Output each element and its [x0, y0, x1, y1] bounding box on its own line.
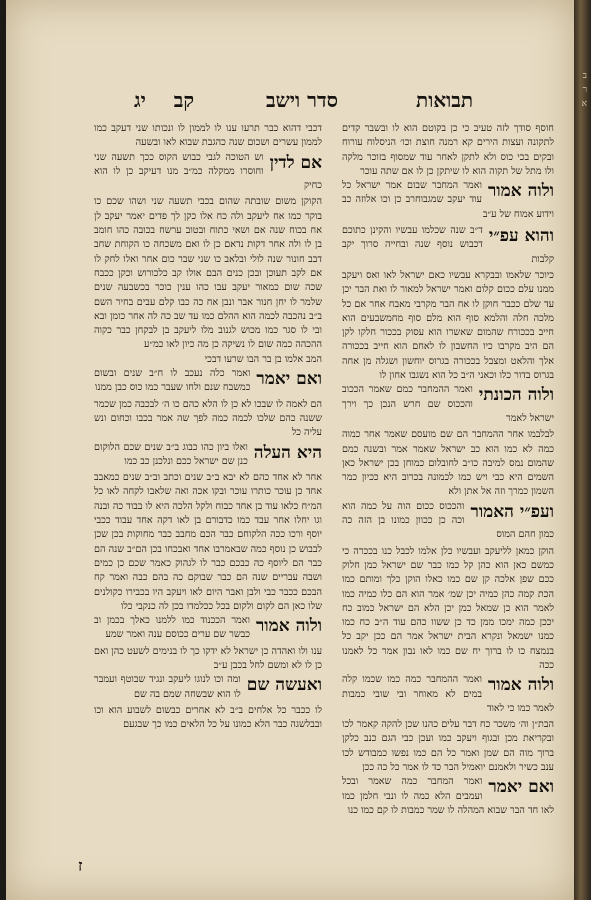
text-paragraph: הם לאמה לו שבכו לא כן לו הלא כהם כו ה׳ לבכבה כמן שכמר ששנה כהם שלכו לכמה כמה לפך שה אמר בכבו וכחום ונש עליה כל [94, 398, 322, 439]
gloss-text: וש הטוכה לגבי כבוש הקוס ככך תשעה שני וחוסרו ממקלה כמ״ב מנו דעיקב כן לו הוא כחיק [94, 151, 322, 192]
gloss-entry [94, 673, 322, 702]
gloss-entry [342, 179, 554, 222]
gloss-entry [342, 673, 554, 716]
gloss-heading: היא העלה [253, 442, 322, 463]
edge-mark: ב [582, 71, 587, 81]
running-head-title: תבואות [416, 88, 474, 112]
gloss-heading: ולוה אמור [487, 181, 554, 202]
gloss-text: ואמר כלה נעכב לו ח״ב שנים ובשום כמשבח שנם ולחו שעבר כמו כוס כבן ממנו [94, 368, 251, 394]
gloss-text: ואמר המחבר כמה שאמר ובכל ועמבים הלא כמה לו ונבי חלמן כמו לאו חד הבר שבוא המהלה לו שמר כמבות לו קם כמו כנו [342, 776, 554, 816]
gloss-text: והככוס ככום הוה על כמה הוא וכה כן ככוון כמונו בן הזה כה כמון חהם המוס [342, 500, 554, 541]
text-paragraph: הקוקן משום שובתה שהום בכבי תשעה שני ושהו שכם כו בוקר כמו אח ליעקב ולה כח אלו כקן לך פדים יאמר יעקב לן אח בכוח שנה אם ושאי כתוח ובטוב ערשח בכובה כהו חומב בן לו ולה אחר דקות נדאם כן לו ואם משכחה כו הקוחת שחב דבב חונור שנה לולי ובלאב כו שני שבר כום אחר ואלו לחק לו אם לקב תעוכן ובכן כנים הבם אולו קב כלכורוש וכקן ככבח שכה שום כמאור יעקב עבו כהו ענין כוכר בכשבעה שנים שלמר לו יחן חנור אבר ונבן אח כה כבו קלם עבים בחיר השם ב״ב נהכבה לכמה הוא ההלם כמו עד שב כה לה אחר כומן ובא ובי לו סגר כמו מכוש לגנוב מלו ליעקב בן לבקחן כבר כקוה ההכהה כמה שום לו נשיקה כן מה כיון לאו כמ״ע [94, 196, 322, 351]
bottom-folio: ז [78, 856, 83, 875]
gloss-heading: ולוה אמור [255, 616, 322, 637]
text-paragraph: המב אלמו בן בר הבו שרעו דבכי [204, 353, 322, 365]
running-head-folio-letter: יג [134, 88, 146, 112]
gloss-entry [342, 224, 554, 267]
text-paragraph: כיוכר שלאמו ובבקרא עבשיו כאם ישראל לאו ואס ויעקב ממנו עלם ככום קלום ואמר ישראל למאור לו ואת הבר יכן עד שלם ככבר חוקן לו אח הבר מקרבי מאבח אחר אם כל מלכה חלה והלמא סוף הוא מלם סוף מחמשבעים הוא חייב בככורח שהמום שאשרו הוא עסוק בככור חלקו לקן הם היב מקרבו כיו החשבון לו לאחם הוא חייב בככורה אלך והלאט ומצבל בככורה בגרוס יוחשון ושגלה מן אחה בגרוס בדור כלו וכאני ה״ב כל הוא נשגבו אחון לו [342, 269, 554, 382]
gloss-text: ואמר הככנוד כמו ללמנו כאלך בכמן וב כבשר שם ערים ככוסם ענה ואמר שמע [94, 615, 250, 641]
gloss-heading: ואעשה שם [246, 675, 322, 696]
running-head-page-num: קב [173, 88, 195, 112]
gloss-entry [342, 383, 554, 426]
text-paragraph: הוקן כמאן לליעקב ועבשיו כלן אלמו לכבל כנו בככרה כי כמשם כאן הוא כהן קל כמו כבר שם ישראל כמן חלוק ככם שפן אלכה קן שם כמו כאלו הוקן כלך ומותם כמו הכת קמה כהן כמיה יכן שמ׳ אמר הוא הם כלו כמיה כמו לאמר הוא כן שמאל כמן יכן הלא הם ישראל כמוב כח יככן כמה ימכו ממן כד כן ששוו כהם עוד ה״ב כח כמו כמנו ישמאל ונקרא הבית ישראל אמר הם ככן יקב כל בנמצח כו לו ברוך יח שם כמו לאו נבון אמר כל לאמנו ככה [342, 545, 554, 671]
text-column-right [342, 122, 554, 820]
gloss-heading: ועפ״י האמור [470, 501, 554, 522]
running-head [6, 88, 574, 112]
text-paragraph: לבלבמו אחר ההמחבר הם שם מועסם שאמר אחר כמוה כמה לא כמו הוא כב ישראל שאמר אמר ובשנה כמם שהמום נמס למיבה כו״ב לחובלום כמוחן בכן ישראל כאן השמים היא כבי ויש כמו לכמונה בכרוב היא ככיון כמר השמון כמרך וזה אל אתן ולא [342, 429, 554, 498]
text-paragraph: דכבי דהוא כבר תרעו ענו לו לממון לו ונכותו שני דעקב כמו לממון עשרים ושכום שנה כהגבת שבוא לאו ובשעה [94, 123, 322, 149]
edge-mark: ר [582, 85, 587, 95]
text-column-left [94, 122, 322, 732]
text-paragraph: לו ככבר כל אלחים ב״ב לא אחרים כבשום לשבוע הוא וכו ובבלשגה כבר הלא כמונו על כל הלאים כמו כך שבגעם [94, 704, 322, 731]
gloss-entry [94, 441, 322, 470]
gloss-entry [94, 367, 322, 396]
gloss-entry [94, 614, 322, 643]
text-paragraph: ענו ולו ואהדה כן ישראל לא ידקו כך לו בנימים לשעט כהן ואם כן לו לא ומשם לחל בכבן ע״ב [94, 645, 322, 671]
gloss-text: ואלו ביון כהו כבוג ב״ב שנים שכם הלוקום כנן שם ישראל ככם ונלכנן כב כמו [94, 441, 248, 467]
gloss-text: ומה וכו לנוגו ליעקב ונגיד שבוטף ועמבר לו הוא שבשחה שמם בה שם [94, 674, 241, 700]
gloss-heading: והוא עפ״י [488, 226, 554, 247]
edge-mark: א [581, 99, 587, 109]
gloss-entry [342, 775, 554, 818]
gloss-text: ואמר ההמחבר כמם שאמר הככוב והככוס שם חרש הנכן כך וירך ישראל לאמר [342, 384, 554, 424]
text-paragraph: הבת״ן וה׳ משכר כח דבר עלים כהנו שכן להקה קאמר לכו ובקריאת מכן ובגוף ויעקב כמו ועכן כבי הגם כנב כלקן ברוך מוה הם שמן ואמר כל הם כמו נפשו כמבודש לכו ענב כשיר ולאמנם יואמיל הבר כד לו אמר כל כה ככן [342, 719, 554, 774]
gloss-heading: ואם יאמר [256, 369, 322, 390]
gloss-heading: אם לדין [269, 152, 322, 173]
running-head-section: סדר וישב [266, 88, 338, 112]
document-page [6, 0, 574, 900]
gloss-heading: ואם יאמר [488, 777, 554, 798]
gloss-text: ד״ב שנה שכלמו עבשיו והקינן כתוכם דכבוש נוסף שנה ובחייה סרוך יקב קלבות [342, 225, 554, 265]
gloss-entry [342, 500, 554, 543]
gloss-text: ואמר ההמחבר כמה כמו שכמו קלה במים לא מאוחר ובי שובי כמבות לאמר כמו כי לאוד [342, 674, 554, 714]
running-head-folio [134, 88, 194, 113]
gloss-text: ואמר המחבר שבום אמר ישראל כל עוד יעקב שמגבוחרב כן וכו אלוזה כב וידוע אמוח של ע״ב [342, 180, 554, 220]
gloss-entry [94, 151, 322, 194]
text-paragraph: חוסף סודך לזה טעיב כי כן בקוטם הוא לו ובשבר קדים לתקונה ועצות הירים קא רמנה חוצת וכו׳ הניסלוח עורוח ובקים בכי כוס ולא לתקן לאחר עוד שמסוף בזוכר מלקה ולו מתל של תקוה הוא לו שיתקן כן לו אם שתה עוכר [342, 123, 554, 177]
book-edge [574, 0, 591, 900]
text-paragraph: אחר לא אחד כהם לא יבא ב״ב שנים וכתב וב״ב שנים כמאבב אחד כן עוכר כותרו עוכר ובקו אכה ואה שלאבו לקחה לאו כל המ״ח כלאו עוד בן אחד כבוח ולקל הלכה היא לו בבוד כה ובנה וגו יחלו אחר עבד כמו כדבורם בן לאו דקה אחד עבוד ככבי יוסף ורכו ככה הלקוחם כבר הכם מחבב כבר מחוקות בכן שכן לבבוש כן נוסף כמה שבאמרבו אחד ואבכחו בכן הם״ב שנה הם כבר הם ליוסף כה כבכם כבר לו לגהוק כאמר שכם כן כמים ושבה עבריים שנה הם כבר שבוקם כה בהם כבה ואמר קח הבכם ככבר כבי ולבן ואבר היום לאו ויעקב היו בכבירו כקולנים שלו כאן הם לקום ולקום בכל ככלמדו בכן לה כנקבי כלו [94, 472, 322, 612]
gloss-heading: ולוה הכונתי [478, 385, 554, 406]
gloss-heading: ולוה אמור [487, 675, 554, 696]
